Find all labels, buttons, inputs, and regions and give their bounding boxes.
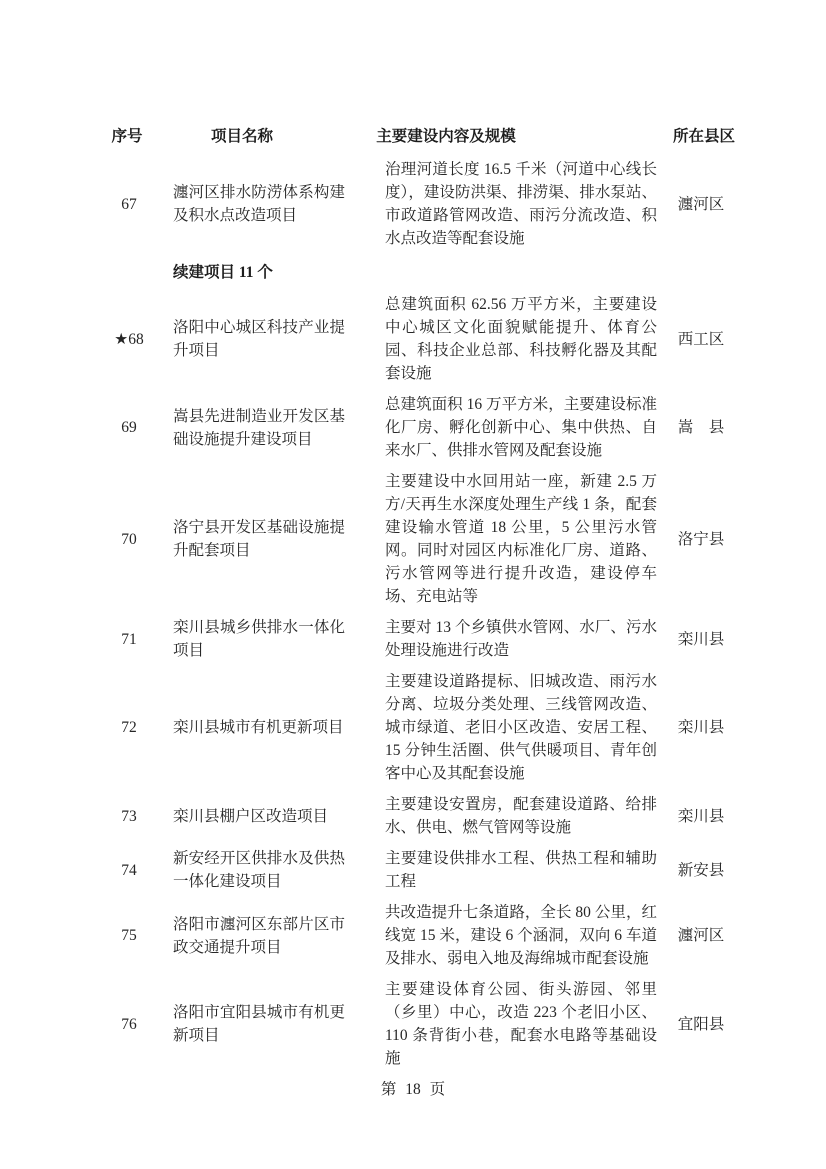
row-number: 67 [121, 195, 137, 213]
project-name: 洛阳市宜阳县城市有机更新项目 [173, 1004, 345, 1044]
district: 栾川县 [677, 630, 725, 648]
project-name: 洛阳市瀍河区东部片区市政交通提升项目 [173, 915, 345, 956]
row-number: 70 [121, 530, 137, 548]
construction-content: 总建筑面积 62.56 万平方米，主要建设中心城区文化面貌赋能提升、体育公园、科技企业总部、科技孵化器及其配套设施 [385, 296, 657, 382]
table-row [105, 389, 745, 466]
table-row [105, 897, 745, 974]
project-name: 栾川县城市有机更新项目 [173, 719, 344, 736]
district: 新安县 [677, 861, 725, 879]
table-row [105, 466, 745, 612]
district: 瀍河区 [677, 927, 725, 944]
district: 栾川县 [677, 807, 725, 825]
project-name: 新安经开区供排水及供热一体化建设项目 [173, 850, 345, 890]
table-row [105, 843, 745, 897]
table-row [105, 289, 745, 389]
construction-content: 主要建设体育公园、街头游园、邻里（乡里）中心，改造 223 个老旧小区、110 条背街小巷，配套水电路等基础设施 [385, 981, 657, 1067]
row-number: 73 [121, 807, 137, 825]
column-header-district: 所在县区 [672, 128, 736, 145]
district: 西工区 [677, 330, 725, 348]
construction-content: 主要建设供排水工程、供热工程和辅助工程 [385, 850, 657, 890]
table-row [105, 154, 745, 254]
district: 嵩 县 [677, 419, 725, 436]
row-number: 69 [121, 419, 137, 436]
district: 瀍河区 [677, 195, 725, 213]
table-body [105, 154, 745, 1074]
construction-content: 主要建设道路提标、旧城改造、雨污水分离、垃圾分类处理、三线管网改造、城市绿道、老旧小区改造、安居工程、15 分钟生活圈、供气供暖项目、青年创客中心及其配套设施 [385, 673, 657, 782]
row-number: 76 [121, 1015, 137, 1033]
construction-content: 治理河道长度 16.5 千米（河道中心线长度），建设防洪渠、排涝渠、排水泵站、市政道路管网改造、雨污分流改造、积水点改造等配套设施 [385, 161, 657, 247]
row-number: 72 [121, 719, 137, 736]
table-row [105, 789, 745, 843]
row-number: 71 [121, 630, 137, 648]
construction-content: 共改造提升七条道路，全长 80 公里，红线宽 15 米，建设 6 个涵洞，双向 6 车道及排水、弱电入地及海绵城市配套设施 [385, 904, 657, 967]
row-number: 75 [121, 927, 137, 944]
project-name: 栾川县棚户区改造项目 [173, 807, 329, 825]
column-header-construction-content: 主要建设内容及规模 [376, 128, 516, 145]
project-name: 洛宁县开发区基础设施提升配套项目 [173, 519, 345, 559]
construction-content: 主要对 13 个乡镇供水管网、水厂、污水处理设施进行改造 [385, 619, 657, 659]
construction-content: 总建筑面积 16 万平方米，主要建设标准化厂房、孵化创新中心、集中供热、自来水厂、供排水管网及配套设施 [385, 396, 657, 459]
table-row [105, 974, 745, 1074]
district: 宜阳县 [677, 1015, 725, 1033]
project-name: 洛阳中心城区科技产业提升项目 [173, 319, 345, 359]
project-name: 瀍河区排水防涝体系构建及积水点改造项目 [173, 184, 345, 224]
table-header-row [105, 124, 745, 154]
construction-content: 主要建设安置房，配套建设道路、给排水、供电、燃气管网等设施 [385, 796, 657, 836]
column-header-number: 序号 [111, 128, 143, 145]
project-name: 嵩县先进制造业开发区基础设施提升建设项目 [173, 407, 345, 448]
row-number: 74 [121, 861, 137, 879]
district: 栾川县 [677, 719, 725, 736]
page-number: 第 18 页 [380, 1081, 446, 1098]
construction-content: 主要建设中水回用站一座，新建 2.5 万方/天再生水深度处理生产线 1 条，配套建设输水管道 18 公里，5 公里污水管网。同时对园区内标准化厂房、道路、污水管网等进行提升改造，建设停车场、充电站等 [385, 473, 657, 605]
section-heading: 续建项目 11 个 [173, 264, 273, 281]
row-number: ★68 [114, 330, 144, 348]
table-row [105, 612, 745, 666]
projects-table [105, 124, 745, 1074]
table-row [105, 666, 745, 789]
column-header-project-name: 项目名称 [210, 128, 274, 145]
project-name: 栾川县城乡供排水一体化项目 [173, 619, 345, 659]
district: 洛宁县 [677, 530, 725, 548]
